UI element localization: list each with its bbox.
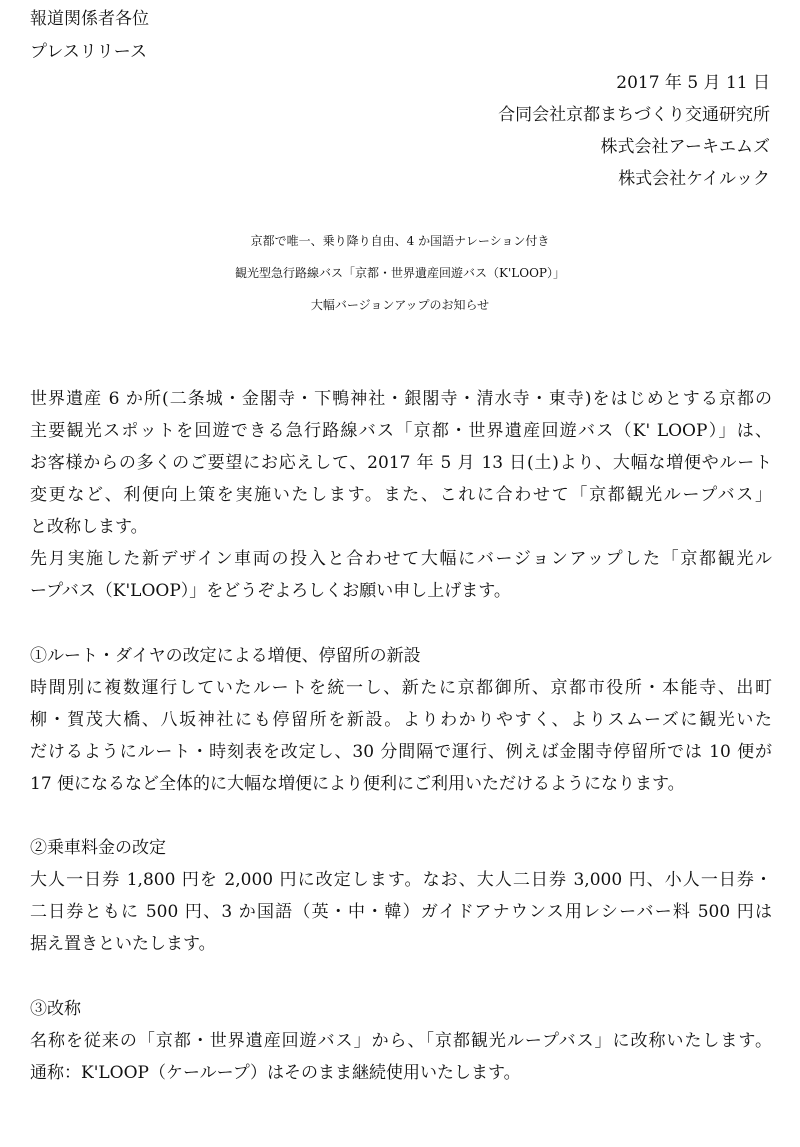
intro-line: 主要観光スポットを回遊できる急行路線バス「京都・世界遺産回遊バス（K' LOOP）」は、 xyxy=(30,421,772,441)
company-name: 株式会社アーキエムズ xyxy=(600,137,770,157)
section-heading: ②乗車料金の改定 xyxy=(30,838,166,858)
intro-line: と改称します。 xyxy=(30,517,148,537)
intro-line: お客様からの多くのご要望にお応えして、2017 年 5 月 13 日(土)より、大幅な増便やルート xyxy=(30,453,772,473)
company-name: 合同会社京都まちづくり交通研究所 xyxy=(498,105,770,125)
section-heading: ①ルート・ダイヤの改定による増便、停留所の新設 xyxy=(30,646,421,666)
company-name: 株式会社ケイルック xyxy=(618,169,770,189)
section-line: だけるようにルート・時刻表を改定し、30 分間隔で運行、例えば金閣寺停留所では 10 便が xyxy=(30,742,772,762)
intro-line: 世界遺産 6 か所(二条城・金閣寺・下鴨神社・銀閣寺・清水寺・東寺)をはじめとする京都の xyxy=(30,389,772,409)
recipient-line: 報道関係者各位 xyxy=(30,9,149,29)
section-line: 17 便になるなど全体的に大幅な増便により便利にご利用いただけるようになります。 xyxy=(30,774,685,794)
document-type: プレスリリース xyxy=(30,42,147,62)
section-line: 柳・賀茂大橋、八坂神社にも停留所を新設。よりわかりやすく、よりスムーズに観光いた xyxy=(30,710,772,730)
section-line: 大人一日券 1,800 円を 2,000 円に改定します。なお、大人二日券 3,000 円、小人一日券・ xyxy=(30,870,772,890)
section-line: 時間別に複数運行していたルートを統一し、新たに京都御所、京都市役所・本能寺、出町 xyxy=(30,678,772,698)
section-line: 据え置きといたします。 xyxy=(30,934,216,954)
intro-line: 先月実施した新デザイン車両の投入と合わせて大幅にバージョンアップした「京都観光ル xyxy=(30,549,772,569)
intro-line: 変更など、利便向上策を実施いたします。また、これに合わせて「京都観光ループバス」 xyxy=(30,485,772,505)
release-date: 2017 年 5 月 11 日 xyxy=(616,73,770,93)
section-line: 二日券ともに 500 円、3 か国語（英・中・韓）ガイドアナウンス用レシーバー料 500 円は xyxy=(30,902,772,922)
title-line: 観光型急行路線バス「京都・世界遺産回遊バス（K'LOOP）」 xyxy=(235,266,565,280)
title-line: 大幅バージョンアップのお知らせ xyxy=(310,298,490,312)
section-heading: ③改称 xyxy=(30,999,81,1019)
title-line: 京都で唯一、乗り降り自由、4 か国語ナレーション付き xyxy=(250,234,550,248)
intro-line: ープバス（K'LOOP）」をどうぞよろしくお願い申し上げます。 xyxy=(30,581,511,601)
section-line: 通称：K'LOOP（ケーループ）はそのまま継続使用いたします。 xyxy=(30,1063,521,1083)
section-line: 名称を従来の「京都・世界遺産回遊バス」から、「京都観光ループバス」に改称いたします。 xyxy=(30,1031,772,1051)
